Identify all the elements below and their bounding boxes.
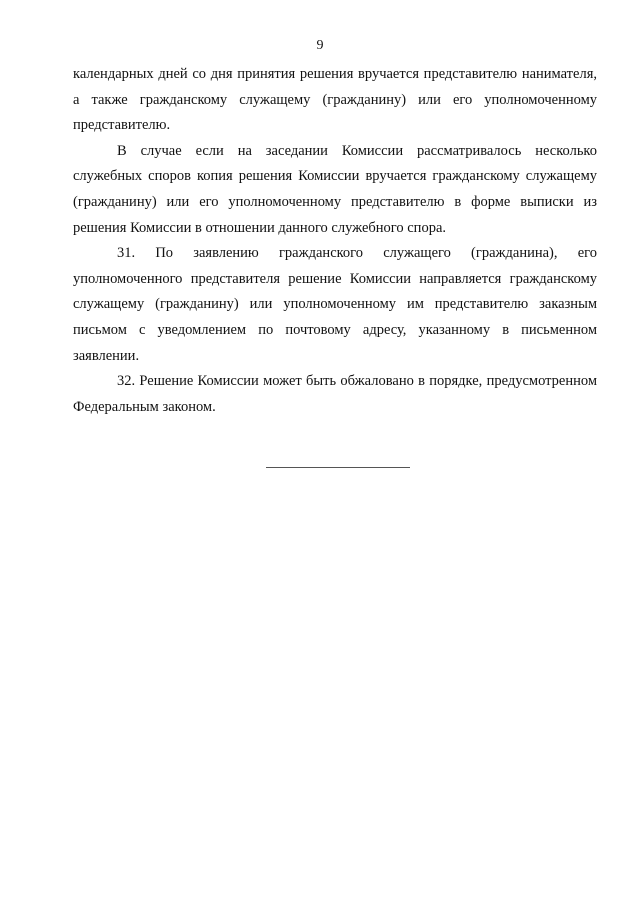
page-number: 9 — [316, 38, 324, 53]
paragraph-continuation: календарных дней со дня принятия решения вручается представителю нанимателя, а также гражданскому служащему (гражданину) или его уполномоченному представителю. — [73, 66, 597, 134]
paragraph-item-32: 32. Решение Комиссии может быть обжаловано в порядке, предусмотренном Федеральным законом. — [73, 373, 597, 415]
end-separator-line — [266, 467, 410, 468]
document-body — [73, 62, 597, 420]
paragraph-item-31: 31. По заявлению гражданского служащего (гражданина), его уполномоченного представителя решение Комиссии направляется гражданскому служащему (гражданину) или уполномоченному им представителю заказным письмом с уведомлением по почтовому адресу, указанному в письменном заявлении. — [73, 245, 597, 364]
paragraph-multiple-disputes: В случае если на заседании Комиссии рассматривалось несколько служебных споров копия решения Комиссии вручается гражданскому служащему (гражданину) или его уполномоченному представителю в форме выписки из решения Комиссии в отношении данного служебного спора. — [73, 142, 597, 236]
